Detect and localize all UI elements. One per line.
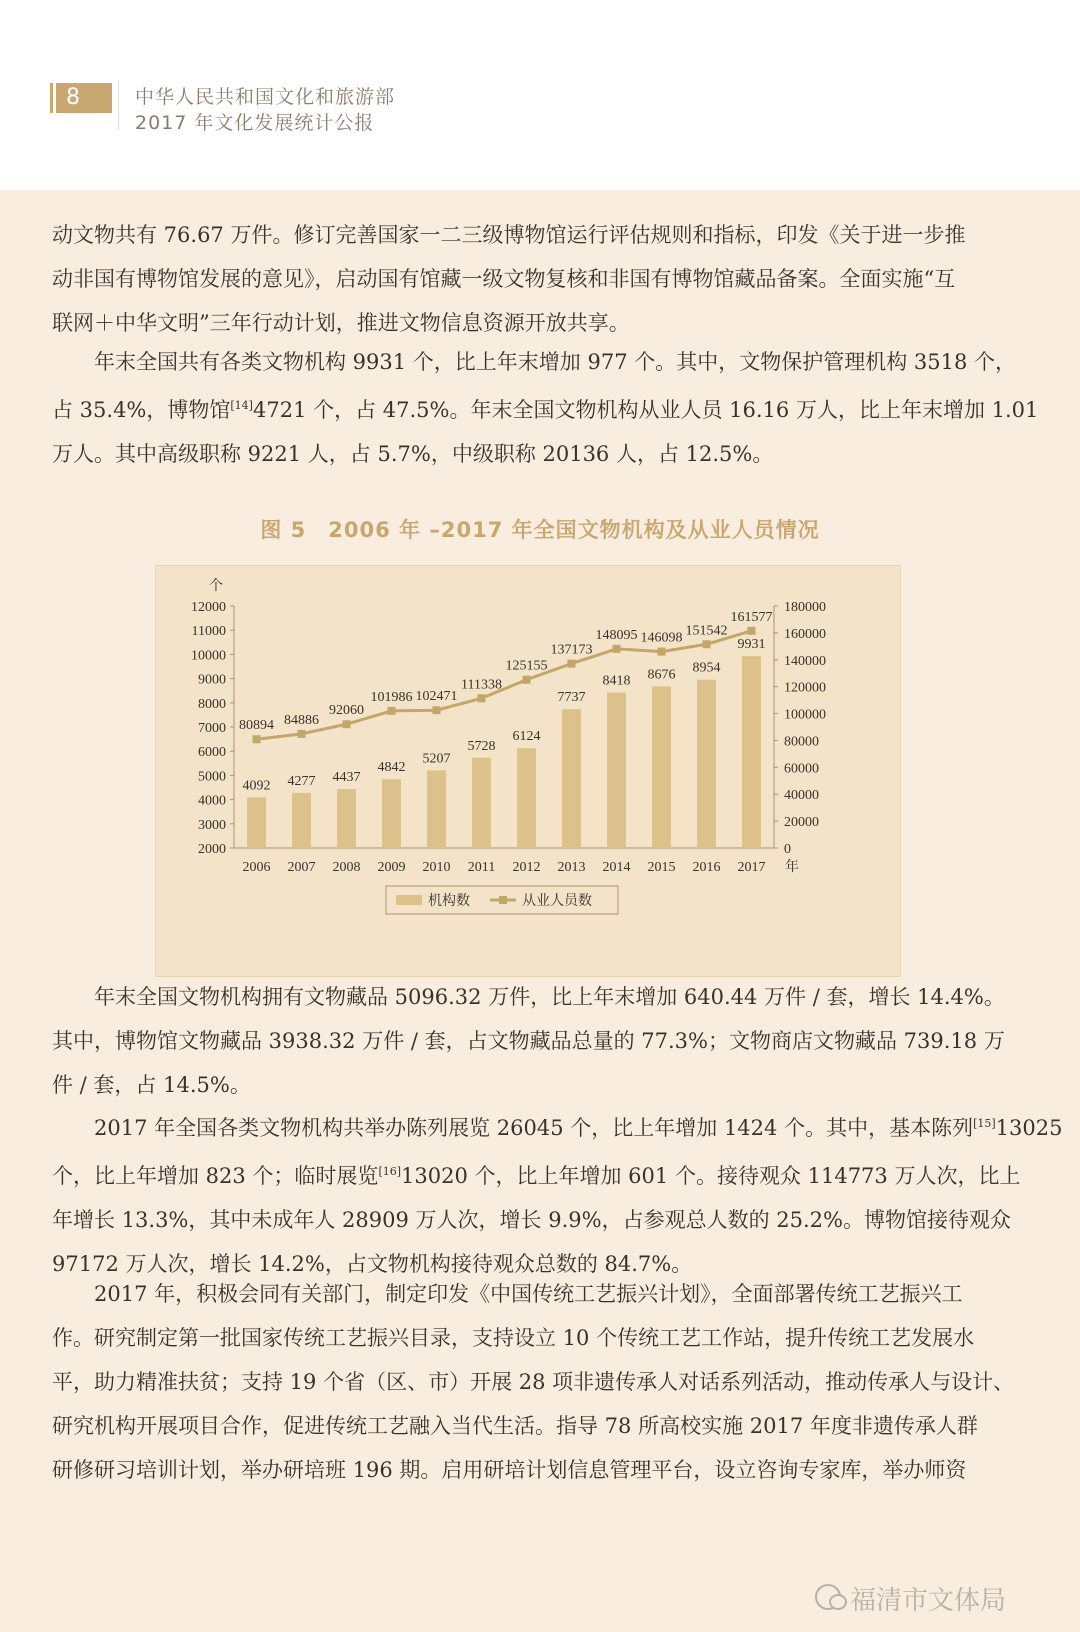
right-tick-label: 60000 [784, 761, 819, 777]
paragraph-line: 年增长 13.3%，其中未成年人 28909 万人次，增长 9.9%，占参观总人数的 25.2%。博物馆接待观众 [52, 1208, 1011, 1232]
line-value-label: 161577 [730, 609, 773, 625]
paragraph-line: 动非国有博物馆发展的意见》，启动国有馆藏一级文物复核和非国有博物馆藏品备案。全面实施“互 [52, 267, 956, 291]
bar-2008 [337, 789, 356, 848]
watermark-text: 福清市文体局 [850, 1586, 1007, 1616]
line-point-2013 [568, 660, 576, 668]
left-tick-label: 3000 [198, 817, 226, 833]
bar-2014 [607, 693, 626, 848]
right-tick-label: 160000 [784, 626, 826, 642]
paragraph-line: 万人。其中高级职称 9221 人，占 5.7%，中级职称 20136 人，占 12.5%。 [52, 442, 774, 466]
line-point-2017 [748, 627, 756, 635]
header-publication: 2017 年文化发展统计公报 [135, 112, 375, 134]
x-tick-label: 2009 [377, 860, 406, 875]
paragraph-line: 平，助力精准扶贫；支持 19 个省（区、市）开展 28 项非遗传承人对话系列活动，推动传承人与设计、 [52, 1370, 1015, 1394]
bar-value-label: 4437 [332, 770, 361, 786]
bar-2012 [517, 748, 536, 848]
left-tick-label: 5000 [198, 769, 226, 785]
line-value-label: 125155 [505, 658, 548, 674]
line-value-label: 80894 [239, 718, 274, 734]
bar-value-label: 4092 [242, 778, 271, 794]
line-value-label: 102471 [415, 689, 458, 705]
paragraph-3 [52, 975, 1010, 1107]
paragraph-line [52, 1102, 1063, 1150]
paragraph-line: 研究机构开展项目合作，促进传统工艺融入当代生活。指导 78 所高校实施 2017 年度非遗传承人群 [52, 1414, 978, 1438]
line-point-2012 [523, 676, 531, 684]
right-tick-label: 80000 [784, 734, 819, 750]
right-tick-label: 140000 [784, 653, 826, 669]
line-point-2014 [613, 645, 621, 653]
bar-value-label: 8954 [692, 660, 721, 676]
legend-bar-label: 机构数 [428, 893, 470, 909]
x-tick-label: 2015 [647, 860, 676, 875]
paragraph-line [52, 1150, 1021, 1198]
text-run: 2017 年全国各类文物机构共举办陈列展览 26045 个，比上年增加 1424 个。其中，基本陈列 [52, 1116, 974, 1140]
left-tick-label: 10000 [191, 648, 226, 664]
line-value-label: 148095 [595, 627, 638, 643]
paragraph-4 [52, 1102, 1063, 1286]
line-value-label: 84886 [284, 712, 319, 728]
legend-line-marker [499, 896, 507, 904]
paragraph-line: 年末全国文物机构拥有文物藏品 5096.32 万件，比上年末增加 640.44 万件 / 套，增长 14.4%。 [52, 985, 1005, 1009]
left-tick-label: 11000 [191, 624, 226, 640]
left-tick-label: 12000 [191, 600, 226, 615]
right-tick-label: 20000 [784, 815, 819, 831]
footnote-ref-16: [16] [378, 1165, 402, 1178]
paragraph-line: 97172 万人次，增长 14.2%，占文物机构接待观众总数的 84.7%。 [52, 1252, 693, 1276]
bar-2013 [562, 709, 581, 848]
x-tick-label: 2011 [467, 860, 496, 875]
line-point-2010 [433, 706, 441, 714]
right-tick-label: 0 [784, 842, 791, 857]
left-tick-label: 7000 [198, 721, 226, 736]
bar-value-label: 4277 [287, 773, 316, 789]
bar-2011 [472, 758, 491, 848]
x-tick-label: 2012 [512, 860, 541, 875]
paragraph-line: 作。研究制定第一批国家传统工艺振兴目录，支持设立 10 个传统工艺工作站，提升传统工艺发展水 [52, 1326, 975, 1350]
paragraph-line: 其中，博物馆文物藏品 3938.32 万件 / 套，占文物藏品总量的 77.3%；文物商店文物藏品 739.18 万 [52, 1029, 1005, 1053]
line-value-label: 151542 [685, 623, 728, 639]
bar-value-label: 8676 [647, 667, 676, 683]
bar-value-label: 4842 [377, 760, 406, 776]
figure-title: 图 5 2006 年 –2017 年全国文物机构及从业人员情况 [260, 518, 820, 542]
line-value-label: 146098 [640, 630, 683, 646]
page-number: 8 [56, 83, 112, 113]
bar-2016 [697, 680, 716, 848]
x-tick-label: 2007 [287, 860, 316, 875]
text-run: 13025 [995, 1116, 1063, 1140]
right-tick-label: 100000 [784, 707, 826, 723]
bar-2017 [742, 656, 761, 848]
left-tick-label: 8000 [198, 696, 226, 712]
line-point-2007 [298, 730, 306, 738]
x-tick-label: 2017 [737, 860, 766, 875]
line-value-label: 101986 [370, 689, 413, 705]
bar-value-label: 5728 [467, 738, 496, 754]
line-value-label: 92060 [329, 703, 364, 719]
line-point-2008 [343, 720, 351, 728]
footnote-ref-15: [15] [973, 1117, 996, 1130]
line-series-staff [257, 631, 752, 739]
x-tick-label: 2010 [422, 860, 451, 875]
right-tick-label: 180000 [784, 600, 826, 615]
right-tick-label: 40000 [784, 788, 819, 804]
x-tick-label: 2016 [692, 860, 721, 875]
bar-value-label: 6124 [512, 729, 541, 745]
line-value-label: 111338 [461, 677, 502, 693]
bar-value-label: 8418 [602, 673, 631, 689]
paragraph-line [52, 384, 1039, 432]
bar-2009 [382, 779, 401, 848]
paragraph-line: 2017 年，积极会同有关部门，制定印发《中国传统工艺振兴计划》，全面部署传统工艺振兴工 [52, 1282, 963, 1306]
text-run: 个，比上年增加 823 个；临时展览 [52, 1164, 379, 1188]
left-tick-label: 4000 [198, 793, 226, 809]
paragraph-line: 年末全国共有各类文物机构 9931 个，比上年末增加 977 个。其中，文物保护管理机构 3518 个， [52, 350, 1017, 374]
x-tick-label: 2013 [557, 860, 586, 875]
bar-value-label: 9931 [737, 637, 766, 653]
line-point-2006 [253, 735, 261, 743]
paragraph-1 [52, 213, 1010, 345]
paragraph-line: 件 / 套，占 14.5%。 [52, 1073, 251, 1097]
bar-2010 [427, 770, 446, 848]
left-tick-label: 2000 [198, 842, 226, 857]
right-tick-label: 120000 [784, 680, 826, 696]
chart-container [155, 565, 901, 977]
line-value-label: 137173 [550, 642, 593, 658]
paragraph-5 [52, 1272, 1015, 1492]
legend-bar-swatch [396, 895, 422, 905]
header-divider [118, 80, 119, 130]
combo-chart [156, 566, 900, 976]
text-run: 4721 个，占 47.5%。年末全国文物机构从业人员 16.16 万人，比上年末增加 1.01 [252, 398, 1039, 422]
x-tick-label: 2008 [332, 860, 361, 875]
x-tick-label: 2014 [602, 860, 631, 875]
line-point-2011 [478, 694, 486, 702]
left-tick-label: 9000 [198, 672, 226, 688]
text-run: 13020 个，比上年增加 601 个。接待观众 114773 万人次，比上 [401, 1164, 1021, 1188]
bar-value-label: 5207 [422, 751, 451, 767]
line-point-2015 [658, 648, 666, 656]
paragraph-line: 动文物共有 76.67 万件。修订完善国家一二三级博物馆运行评估规则和指标，印发《关于进一步推 [52, 223, 966, 247]
text-run: 占 35.4%，博物馆 [52, 398, 231, 422]
header-publisher: 中华人民共和国文化和旅游部 [135, 86, 396, 108]
line-point-2016 [703, 640, 711, 648]
paragraph-line: 联网＋中华文明”三年行动计划，推进文物信息资源开放共享。 [52, 311, 630, 335]
bar-2006 [247, 797, 266, 848]
legend-line-label: 从业人员数 [522, 893, 592, 909]
bar-2007 [292, 793, 311, 848]
x-axis-unit: 年 [785, 860, 799, 875]
x-tick-label: 2006 [242, 860, 271, 875]
left-axis-unit: 个 [209, 579, 223, 594]
bar-value-label: 7737 [557, 690, 586, 706]
paragraph-2 [52, 340, 1039, 476]
wechat-icon [815, 1584, 841, 1610]
page-number-bar [50, 83, 53, 113]
bar-2015 [652, 686, 671, 848]
line-point-2009 [388, 707, 396, 715]
footnote-ref-14: [14] [230, 399, 253, 412]
left-tick-label: 6000 [198, 745, 226, 761]
page-header [0, 0, 1080, 190]
paragraph-line: 研修研习培训计划，举办研培班 196 期。启用研培计划信息管理平台，设立咨询专家库，举办师资 [52, 1458, 967, 1482]
